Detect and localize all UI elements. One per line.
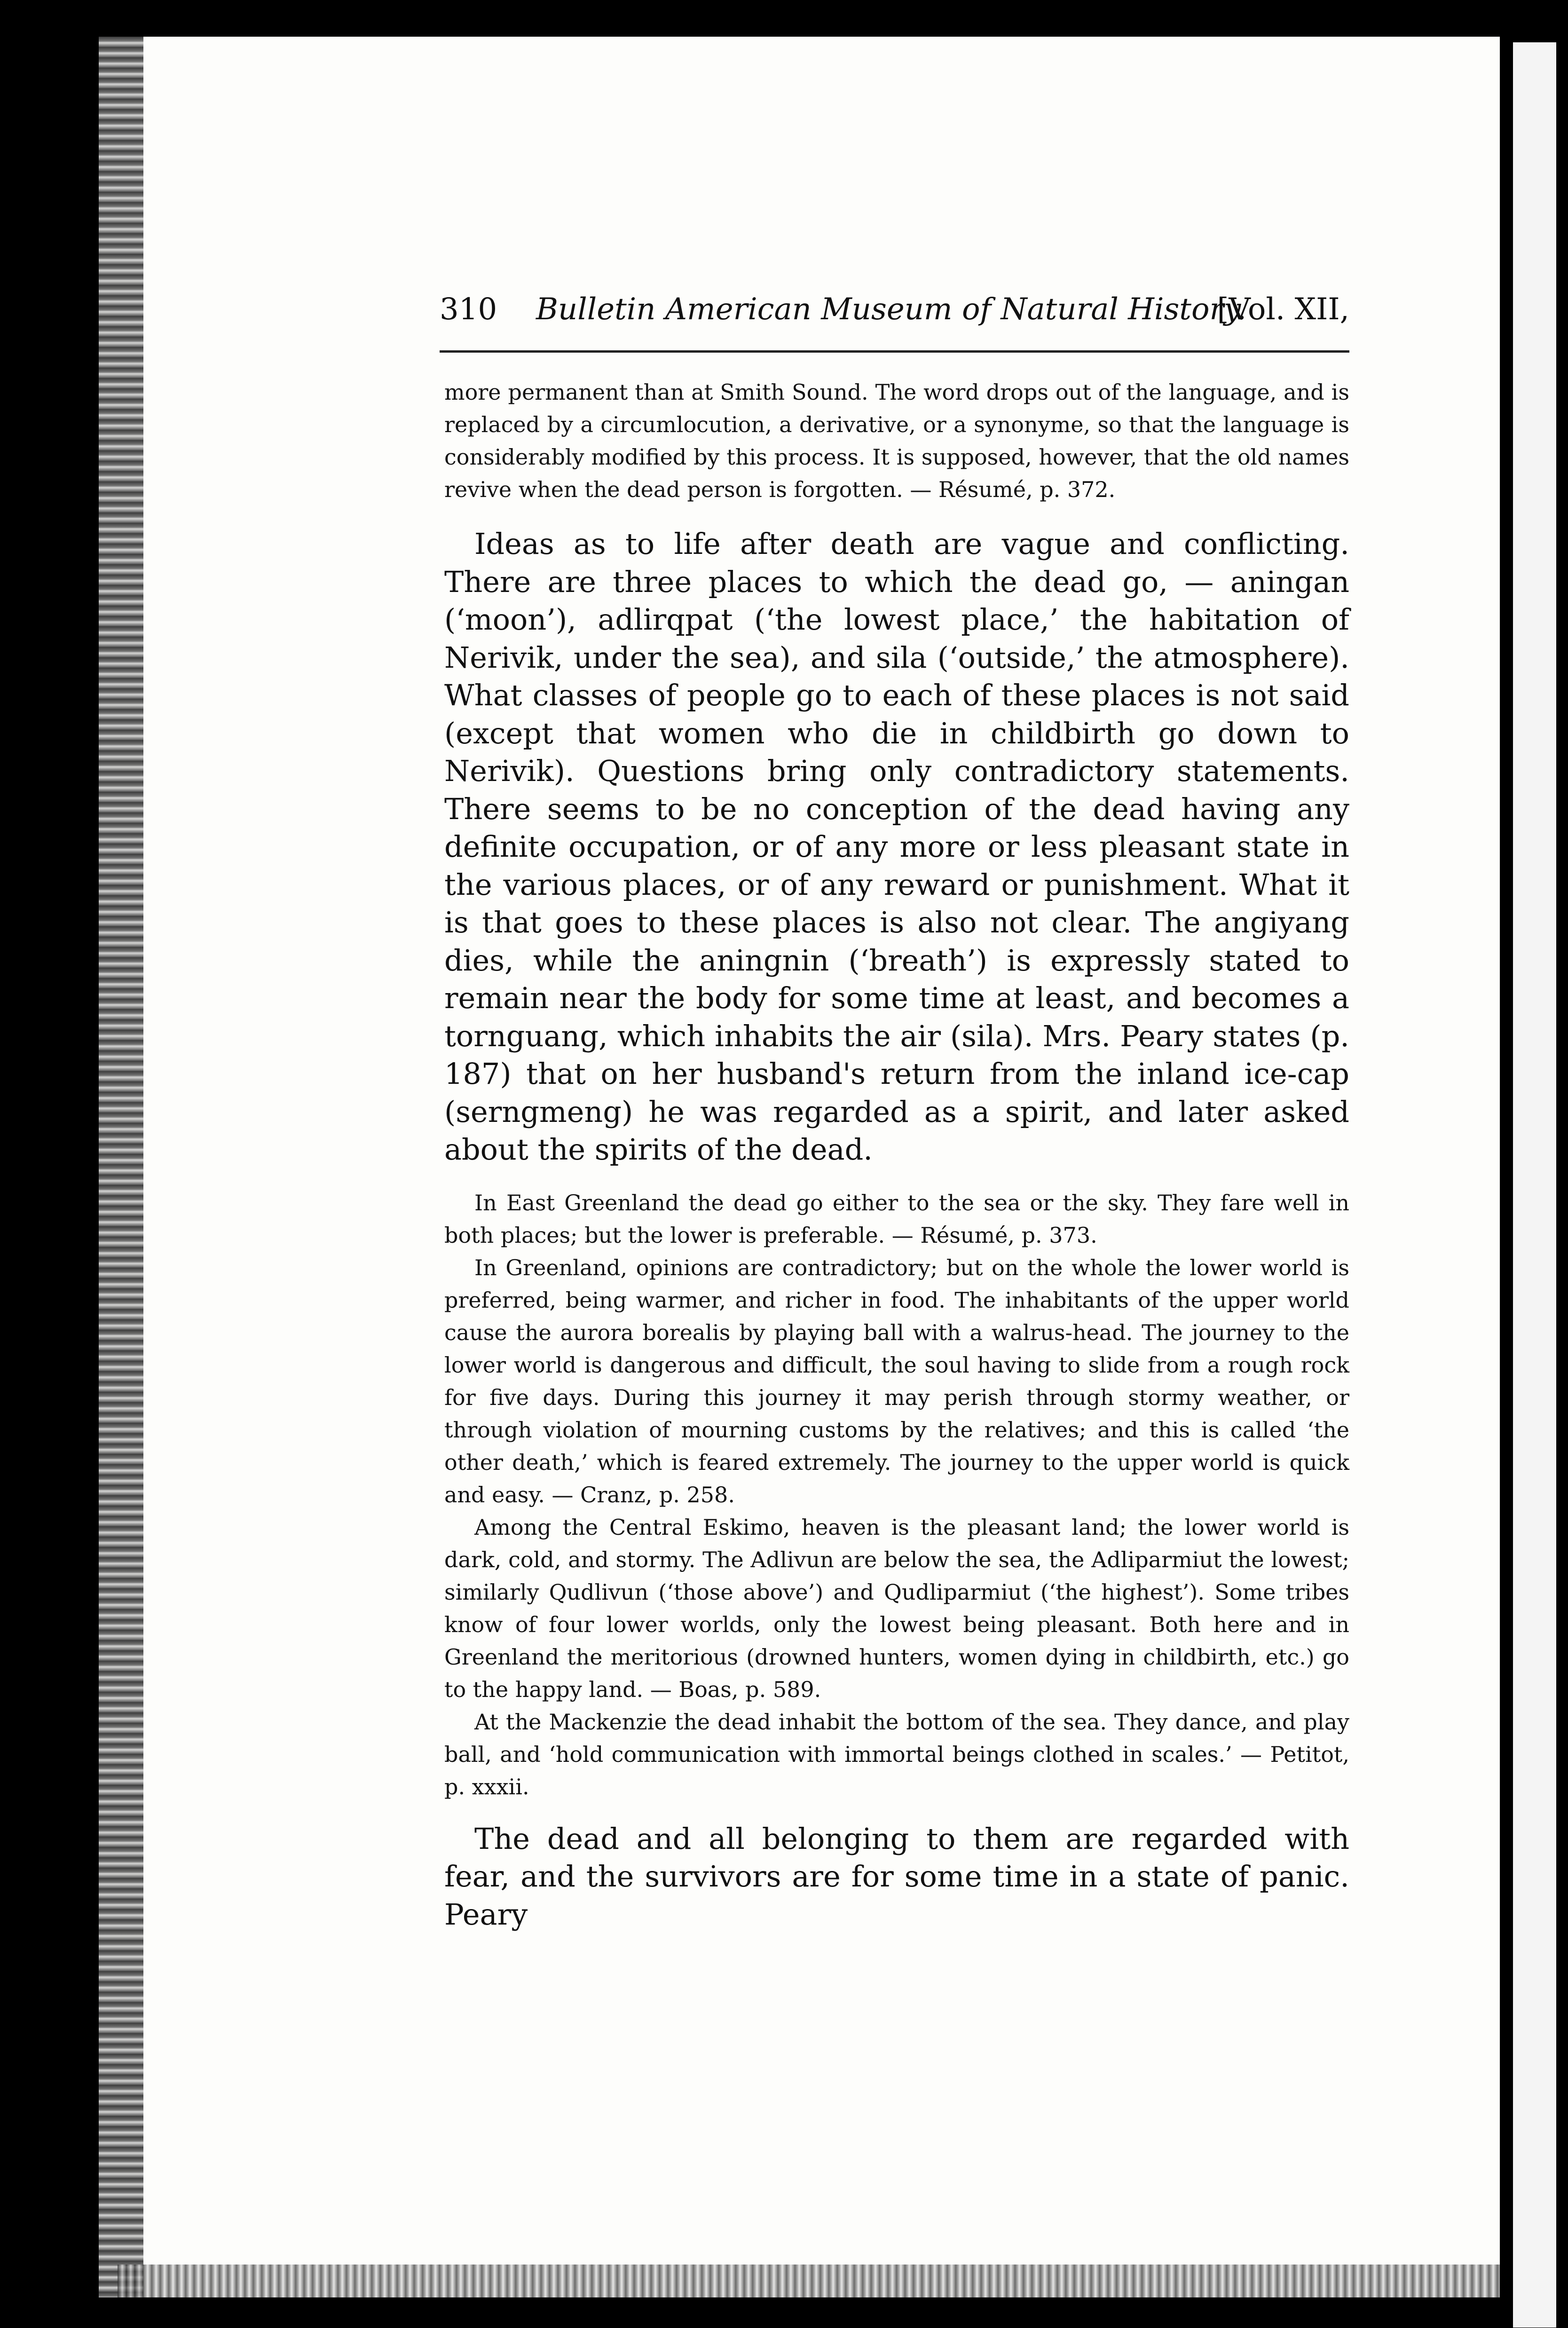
continued-footnote-paragraph: more permanent than at Smith Sound. The word drops out of the language, and is replaced by a circumlocution, a derivative, or a synonyme, so that the language is considerably modified by this process. It is supposed, however, that the old names revive when the dead person is forgotten. — Résumé, p. 372. xyxy=(444,379,1349,502)
note-mackenzie: At the Mackenzie the dead inhabit the bottom of the sea. They dance, and play ball, and ‘hold communication with immortal beings clothed in scales.’ — Petitot, p. xxxii. xyxy=(444,1709,1349,1799)
header-rule xyxy=(440,350,1349,353)
running-header xyxy=(440,286,1349,333)
note-east-greenland: In East Greenland the dead go either to the sea or the sky. They fare well in both places; but the lower is preferable. — Résumé, p. 373. xyxy=(444,1190,1349,1248)
adjacent-page-edge xyxy=(1513,42,1556,2328)
page-body xyxy=(444,376,1349,1933)
afterlife-paragraph: Ideas as to life after death are vague and conflicting. There are three places to which the dead go, — aningan (‘moon’), adlirqpat (‘the lowest place,’ the habitation of Nerivik, under the sea), and sila (‘outside,’ the atmosphere). What classes of people go to each of these places is not said (except that women who die in childbirth go down to Nerivik). Questions bring only contradictory statements. There seems to be no conception of the dead having any definite occupation, or of any more or less pleasant state in the various places, or of any reward or punishment. What it is that goes to these places is also not clear. The angiyang dies, while the aningnin (‘breath’) is expressly stated to remain near the body for some time at least, and becomes a tornguang, which inhabits the air (sila). Mrs. Peary states (p. 187) that on her husband's return from the inland ice-cap (serngmeng) he was regarded as a spirit, and later asked about the spirits of the dead. xyxy=(444,527,1349,1167)
note-greenland: In Greenland, opinions are contradictory; but on the whole the lower world is preferred, being warmer, and richer in food. The inhabitants of the upper world cause the aurora borealis by playing ball with a walrus-head. The journey to the lower world is dangerous and difficult, the soul having to slide from a rough rock for five days. During this journey it may perish through stormy weather, or through violation of mourning customs by the relatives; and this is called ‘the other death,’ which is feared extremely. The journey to the upper world is quick and easy. — Cranz, p. 258. xyxy=(444,1255,1349,1507)
main-text-block xyxy=(444,525,1349,1169)
page-number: 310 xyxy=(440,292,497,327)
running-title: Bulletin American Museum of Natural History. xyxy=(536,292,1247,327)
continued-footnote-block xyxy=(444,376,1349,506)
dead-fear-paragraph: The dead and all belonging to them are regarded with fear, and the survivors are for some time in a state of panic. Peary xyxy=(444,1821,1349,1932)
scanned-bottom-edge xyxy=(118,2265,1500,2297)
note-central-eskimo: Among the Central Eskimo, heaven is the pleasant land; the lower world is dark, cold, and stormy. The Adlivun are below the sea, the Adliparmiut the lowest; similarly Qudlivun (‘those above’) and Qudliparmiut (‘the highest’). Some tribes know of four lower worlds, only the lowest being pleasant. Both here and in Greenland the meritorious (drowned hunters, women dying in childbirth, etc.) go to the happy land. — Boas, p. 589. xyxy=(444,1514,1349,1702)
volume-label: [Vol. XII, xyxy=(1217,292,1349,327)
comparative-notes-block xyxy=(444,1187,1349,1803)
closing-text-block xyxy=(444,1820,1349,1934)
scanned-left-edge xyxy=(99,37,143,2297)
